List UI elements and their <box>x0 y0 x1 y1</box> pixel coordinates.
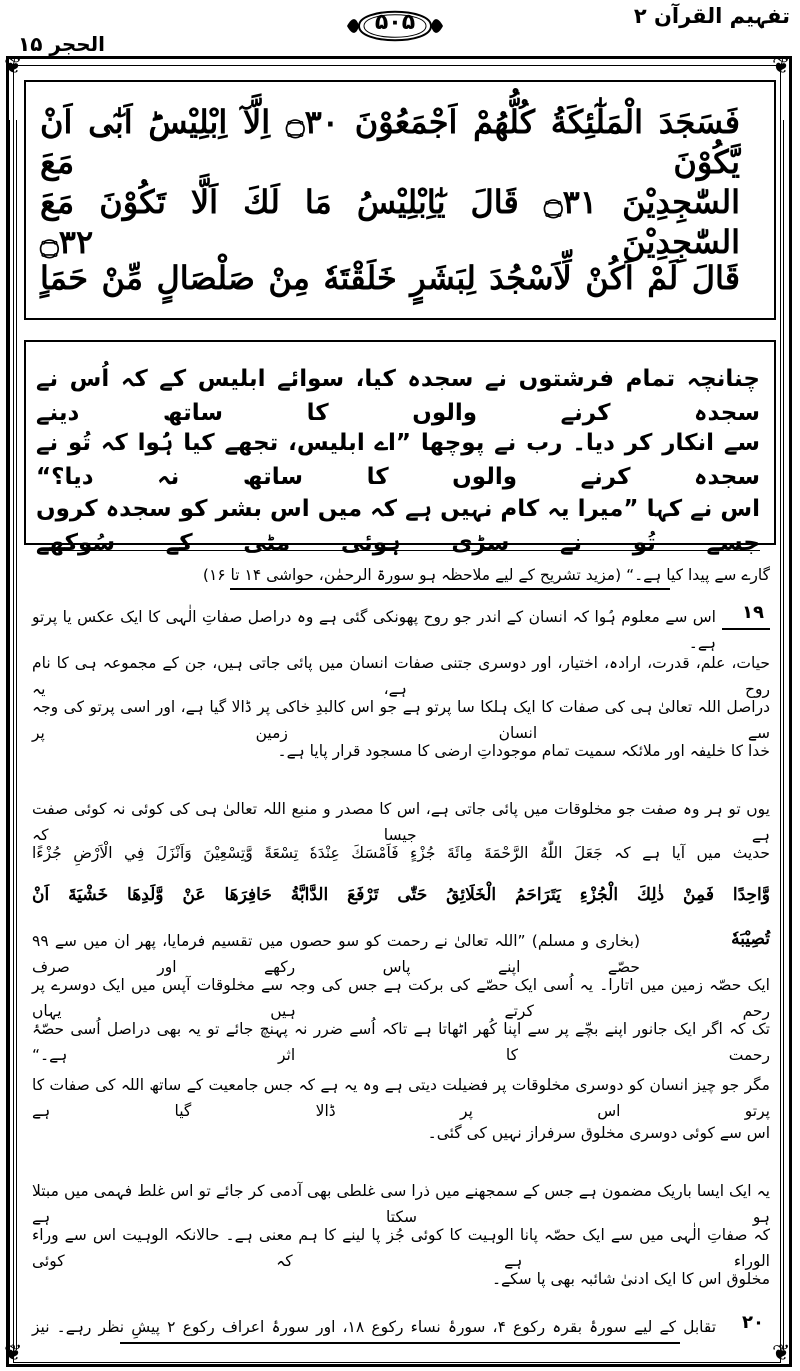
commentary-line: اس سے کوئی دوسری مخلوق سرفراز نہیں کی گئی۔ <box>427 1124 770 1142</box>
cross-ref-underline <box>230 588 670 590</box>
footnote-19-line: حیات، علم، قدرت، ارادہ، اختیار، اور دوسری جتنی صفات انسان میں پائی جاتی ہیں، جن کے مجموعہ ہی کا نام روح ہے، یہ <box>32 654 770 698</box>
corner-ornament-icon: ❦ <box>772 1341 791 1366</box>
translation-line: سے انکار کر دیا۔ رب نے پوچھا ”اے ابلیس، تجھے کیا ہُوا کہ تُو نے سجدہ کرنے والوں کا ساتھ نہ دیا؟“ <box>36 430 760 490</box>
book-title: تفہیم القرآن ۲ <box>633 4 790 28</box>
footnote-20-label: ۲۰ <box>742 1312 764 1333</box>
corner-ornament-icon: ❦ <box>4 54 23 79</box>
footnote-20-line: تقابل کے لیے سورۂ بقرہ رکوع ۴، سورۂ نساء رکوع ۱۸، اور سورۂ اعراف رکوع ۲ پیشِ نظر رہے۔ نیز <box>32 1318 717 1336</box>
page-number-cartouche <box>345 1 445 51</box>
right-pillar-ornament <box>783 120 791 1350</box>
commentary-line: مگر جو چیز انسان کو دوسری مخلوقات پر فضیلت دیتی ہے وہ یہ ہے کہ جس جامعیت کے ساتھ اللہ کی صفات کا پرتو اس پر ڈالا گیا ہے <box>32 1076 770 1120</box>
hadith-arabic-line: تُصِيْبَهٗ <box>731 929 770 949</box>
translation-box <box>24 340 776 556</box>
footnote-19-line: خدا کا خلیفہ اور ملائکہ سمیت تمام موجوداتِ ارضی کا مسجود قرار پایا ہے۔ <box>277 742 770 760</box>
continuation-line <box>32 562 770 588</box>
footnote-19-label: ۱۹ <box>742 602 764 623</box>
commentary-line: (بخاری و مسلم) ”اللہ تعالیٰ نے رحمت کو سو حصوں میں تقسیم فرمایا، پھر ان میں سے ۹۹ حصّے اپنے پاس رکھے اور صرف <box>32 932 640 976</box>
commentary-line: حدیث میں آیا ہے کہ جَعَلَ اللّٰهُ الرَّحْمَةَ مِائَةَ جُزْءٍ فَاَمْسَكَ عِنْدَهٗ تِسْعَةً وَّتِسْعِيْنَ وَاَنْزَلَ فِي الْاَرْضِ جُزْءًا <box>32 844 770 862</box>
verse-box <box>24 80 776 320</box>
commentary-line: کہ صفاتِ الٰہی میں سے ایک حصّہ پانا الوہیت کا کوئی جُز پا لینے کا ہم معنی ہے۔ حالانکہ الوہیت اس سے وراء الوراء ہے کہ کوئی <box>32 1226 770 1270</box>
commentary-line: یوں تو ہر وہ صفت جو مخلوقات میں پائی جاتی ہے، اس کا مصدر و منبع اللہ تعالیٰ ہی کی کوئی نہ کوئی صفت ہے جیسا کہ <box>32 800 770 844</box>
section-divider <box>40 550 760 551</box>
left-pillar-ornament <box>9 120 17 1350</box>
commentary-line: مخلوق اس کا ایک ادنیٰ شائبہ بھی پا سکے۔ <box>491 1270 770 1288</box>
footnote-19-underline <box>722 628 770 630</box>
surah-name: الحجر ۱۵ <box>18 32 106 56</box>
page-header <box>0 0 800 60</box>
footnote-19-line: اس سے معلوم ہُوا کہ انسان کے اندر جو روح پھونکی گئی ہے وہ دراصل صفاتِ الٰہی کا ایک عکس یا پرتو ہے۔ <box>32 608 716 652</box>
verse-line: قَالَ لَمْ اَكُنْ لِّاَسْجُدَ لِبَشَرٍ خَلَقْتَهٗ مِنْ صَلْصَالٍ مِّنْ حَمَاٍ <box>40 259 740 297</box>
page-number: ۵۰۵ <box>374 10 416 35</box>
footnote-19-line: دراصل اللہ تعالیٰ ہی کی صفات کا ایک ہلکا سا پرتو ہے جو اس کالبدِ خاکی پر ڈالا گیا ہے، اور اسی پرتو کی وجہ سے انسان زمین پر <box>32 698 770 742</box>
commentary-line: ایک حصّہ زمین میں اتارا۔ یہ اُسی ایک حصّے کی برکت ہے جس کی وجہ سے مخلوقات آپس میں ایک دوسرے پر رحم کرتے ہیں یہاں <box>32 976 770 1020</box>
cross-reference: (مزید تشریح کے لیے ملاحظہ ہو سورۃ الرحمٰن، حواشی ۱۴ تا ۱۶) <box>202 566 622 584</box>
corner-ornament-icon: ❦ <box>4 1341 23 1366</box>
translation-line: چنانچہ تمام فرشتوں نے سجدہ کیا، سوائے ابلیس کے کہ اُس نے سجدہ کرنے والوں کا ساتھ دینے <box>36 366 760 426</box>
hadith-arabic-line: وَّاحِدًا فَمِنْ ذٰلِكَ الْجُزْءِ يَتَرَاحَمُ الْخَلَائِقُ حَتّٰى تَرْفَعَ الدَّابَّةُ حَافِرَهَا عَنْ وَّلَدِهَا خَشْيَةَ اَنْ <box>32 885 770 905</box>
footnote-20-underline <box>120 1342 680 1344</box>
commentary-line: یہ ایک ایسا باریک مضمون ہے جس کے سمجھنے میں ذرا سی غلطی بھی آدمی کر جائے تو اس غلط فہمی میں مبتلا ہو سکتا ہے <box>32 1182 770 1226</box>
commentary-line: تک کہ اگر ایک جانور اپنے بچّے پر سے اپنا کُھر اٹھاتا ہے تاکہ اُسے ضرر نہ پہنچ جائے تو یہ بھی دراصل اُسی حصّۂ رحمت کا اثر ہے۔“ <box>32 1020 770 1064</box>
verse-line: السّٰجِدِيْنَ ۝۳۱ قَالَ يٰٓاِبْلِيْسُ مَا لَكَ اَلَّا تَكُوْنَ مَعَ السّٰجِدِيْنَ ۝۳۲ <box>40 183 741 261</box>
translation-line: اس نے کہا ”میرا یہ کام نہیں ہے کہ میں اس بشر کو سجدہ کروں جسے تُو نے سڑی ہوئی مٹی کے سُوکھے <box>36 496 760 556</box>
corner-ornament-icon: ❦ <box>772 54 791 79</box>
continuation-text: گارے سے پیدا کیا ہے۔“ <box>626 566 770 584</box>
verse-line: فَسَجَدَ الْمَلٰٓئِكَةُ كُلُّهُمْ اَجْمَعُوْنَ ۝۳۰ اِلَّآ اِبْلِيْسَؕ اَبٰٓى اَنْ يَّكُوْنَ مَعَ <box>40 103 740 181</box>
